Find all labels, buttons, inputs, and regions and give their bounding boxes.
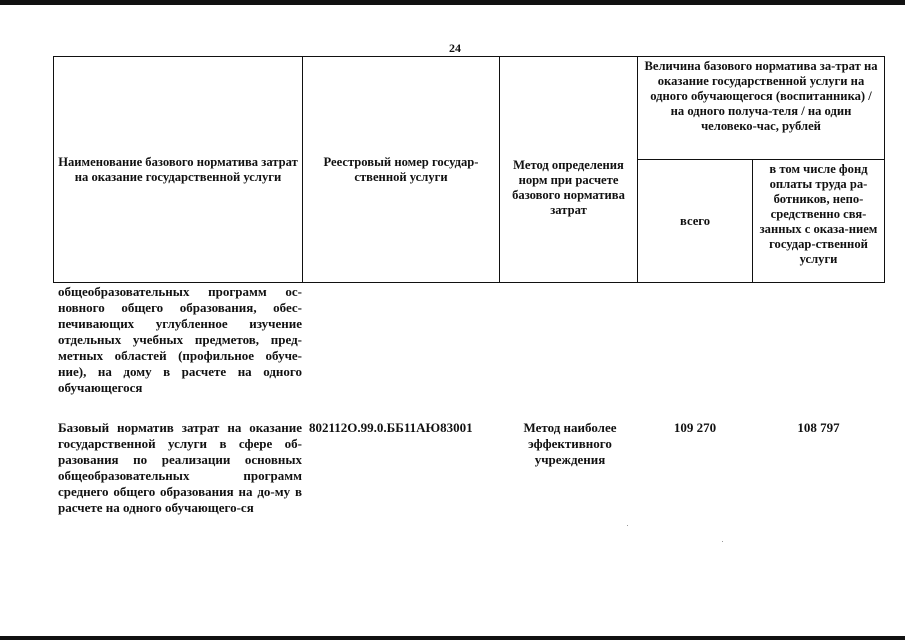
header-value-cell: Величина базового норматива за-трат на оказание государственной услуги на одного обучающегося (воспитанника) / на одного получа-теля / на один человеко-час, рублей [638, 57, 885, 160]
header-registry-cell: Реестровый номер государ-ственной услуги [303, 57, 500, 283]
header-method-cell: Метод определения норм при расчете базового норматива затрат [500, 57, 638, 283]
scan-speck [627, 525, 628, 526]
row-total-value: 109 270 [673, 420, 717, 435]
top-border-line [0, 0, 905, 5]
table-header [53, 56, 885, 283]
row-registry-number: 802112О.99.0.ББ11АЮ83001 [309, 420, 473, 435]
row-including-value: 108 797 [797, 420, 840, 435]
continuation-text: общеобразовательных программ ос-новного общего образования, обес-печивающих углубленное изучение отдельных учебных предметов, пред-метных областей (профильное обуче-ние), на дому в расчете на одного обучающегося [58, 284, 302, 395]
bottom-border-line [0, 636, 905, 640]
header-total-cell: всего [638, 160, 753, 283]
scan-speck [722, 541, 723, 542]
header-including-cell: в том числе фонд оплаты труда ра-ботников, непо-средственно свя-занных с оказа-нием государ-ственной услуги [753, 160, 885, 283]
row-name: Базовый норматив затрат на оказание государственной услуги в сфере об-разования по реализации основных общеобразовательных программ среднего общего образования на до-му в расчете на одного обучающего-ся [58, 420, 302, 515]
row-method: Метод наиболее эффективного учреждения [523, 420, 617, 467]
header-name-cell: Наименование базового норматива затрат на оказание государственной услуги [54, 57, 303, 283]
page-number: 24 [449, 41, 461, 55]
